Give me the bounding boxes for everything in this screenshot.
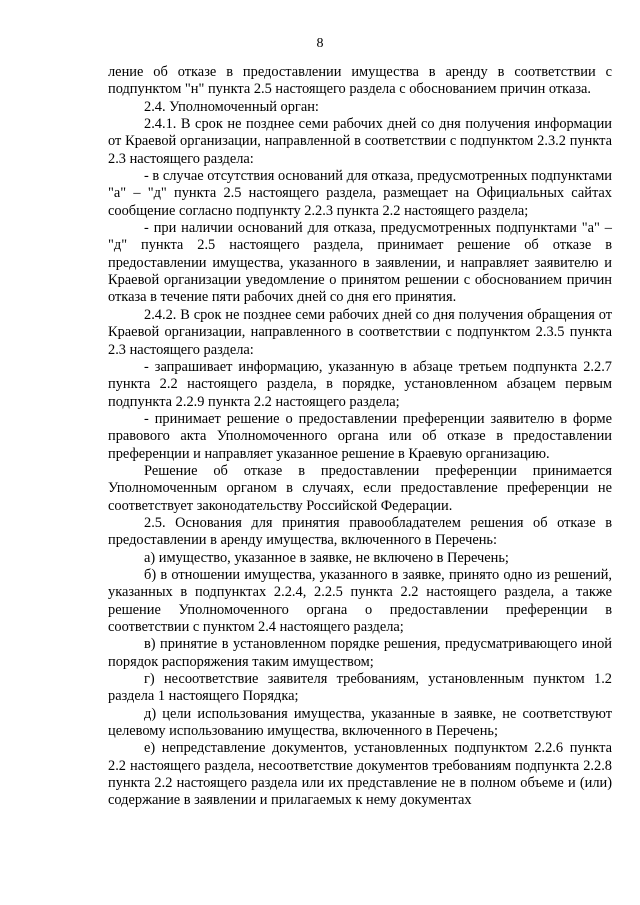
paragraph: в) принятие в установленном порядке решения, предусматривающего иной порядок распоряжения таким имуществом; [108, 636, 612, 670]
paragraph: - в случае отсутствия оснований для отказа, предусмотренных подпунктами "а" – "д" пункта 2.5 настоящего раздела, размещает на Официальных сайтах сообщение согласно подпункту 2.2.3 пункта 2.2 настоящего раздела; [108, 168, 612, 219]
paragraph: - принимает решение о предоставлении преференции заявителю в форме правового акта Уполномоченного органа или об отказе в предоставлении преференции и направляет указанное решение в Краевую организацию. [108, 410, 612, 462]
paragraph: а) имущество, указанное в заявке, не включено в Перечень; [144, 549, 509, 566]
document-body [108, 64, 612, 810]
paragraph: б) в отношении имущества, указанного в заявке, принято одно из решений, указанных в подпунктах 2.2.4, 2.2.5 пункта 2.2 настоящего раздела, а также решение Уполномоченного органа о предоставлении преференции в соответствии с пунктом 2.4 настоящего раздела; [108, 566, 612, 635]
paragraph: е) непредставление документов, установленных подпунктом 2.2.6 пункта 2.2 настоящего раздела, несоответствие документов требованиям подпункта 2.2.8 пункта 2.2 настоящего раздела или их представление не в полном объеме и (или) содержание в заявлении и прилагаемых к нему документах [108, 740, 612, 809]
paragraph: - при наличии оснований для отказа, предусмотренных подпунктами "а" – "д" пункта 2.5 настоящего раздела, принимает решение об отказе в предоставлении имущества, указанного в заявлении, и направляет заявителю и Краевой организации уведомление о принятом решении с обоснованием причин отказа в течение пяти рабочих дней со дня его принятия. [108, 220, 612, 306]
paragraph: д) цели использования имущества, указанные в заявке, не соответствуют целевому использованию имущества, включенного в Перечень; [108, 705, 612, 740]
paragraph: 2.4. Уполномоченный орган: [144, 98, 319, 115]
paragraph: г) несоответствие заявителя требованиям, установленным пунктом 1.2 раздела 1 настоящего Порядка; [108, 671, 612, 705]
page-number: 8 [316, 36, 324, 51]
paragraph: - запрашивает информацию, указанную в абзаце третьем подпункта 2.2.7 пункта 2.2 настоящего раздела, в порядке, установленном абзацем первым подпункта 2.2.9 пункта 2.2 настоящего раздела; [108, 358, 612, 410]
paragraph: 2.4.2. В срок не позднее семи рабочих дней со дня получения обращения от Краевой организации, направленного в соответствии с подпунктом 2.3.5 пункта 2.3 настоящего раздела: [108, 306, 612, 358]
paragraph: 2.4.1. В срок не позднее семи рабочих дней со дня получения информации от Краевой организации, направленной в соответствии с подпунктом 2.3.2 пункта 2.3 настоящего раздела: [108, 116, 612, 167]
paragraph: 2.5. Основания для принятия правообладателем решения об отказе в предоставлении в аренду имущества, включенного в Перечень: [108, 514, 612, 549]
paragraph: ление об отказе в предоставлении имущества в аренду в соответствии с подпунктом "н" пункта 2.5 настоящего раздела с обоснованием причин отказа. [108, 64, 612, 98]
paragraph: Решение об отказе в предоставлении преференции принимается Уполномоченным органом в случаях, если предоставление преференции не соответствует законодательству Российской Федерации. [108, 462, 612, 514]
